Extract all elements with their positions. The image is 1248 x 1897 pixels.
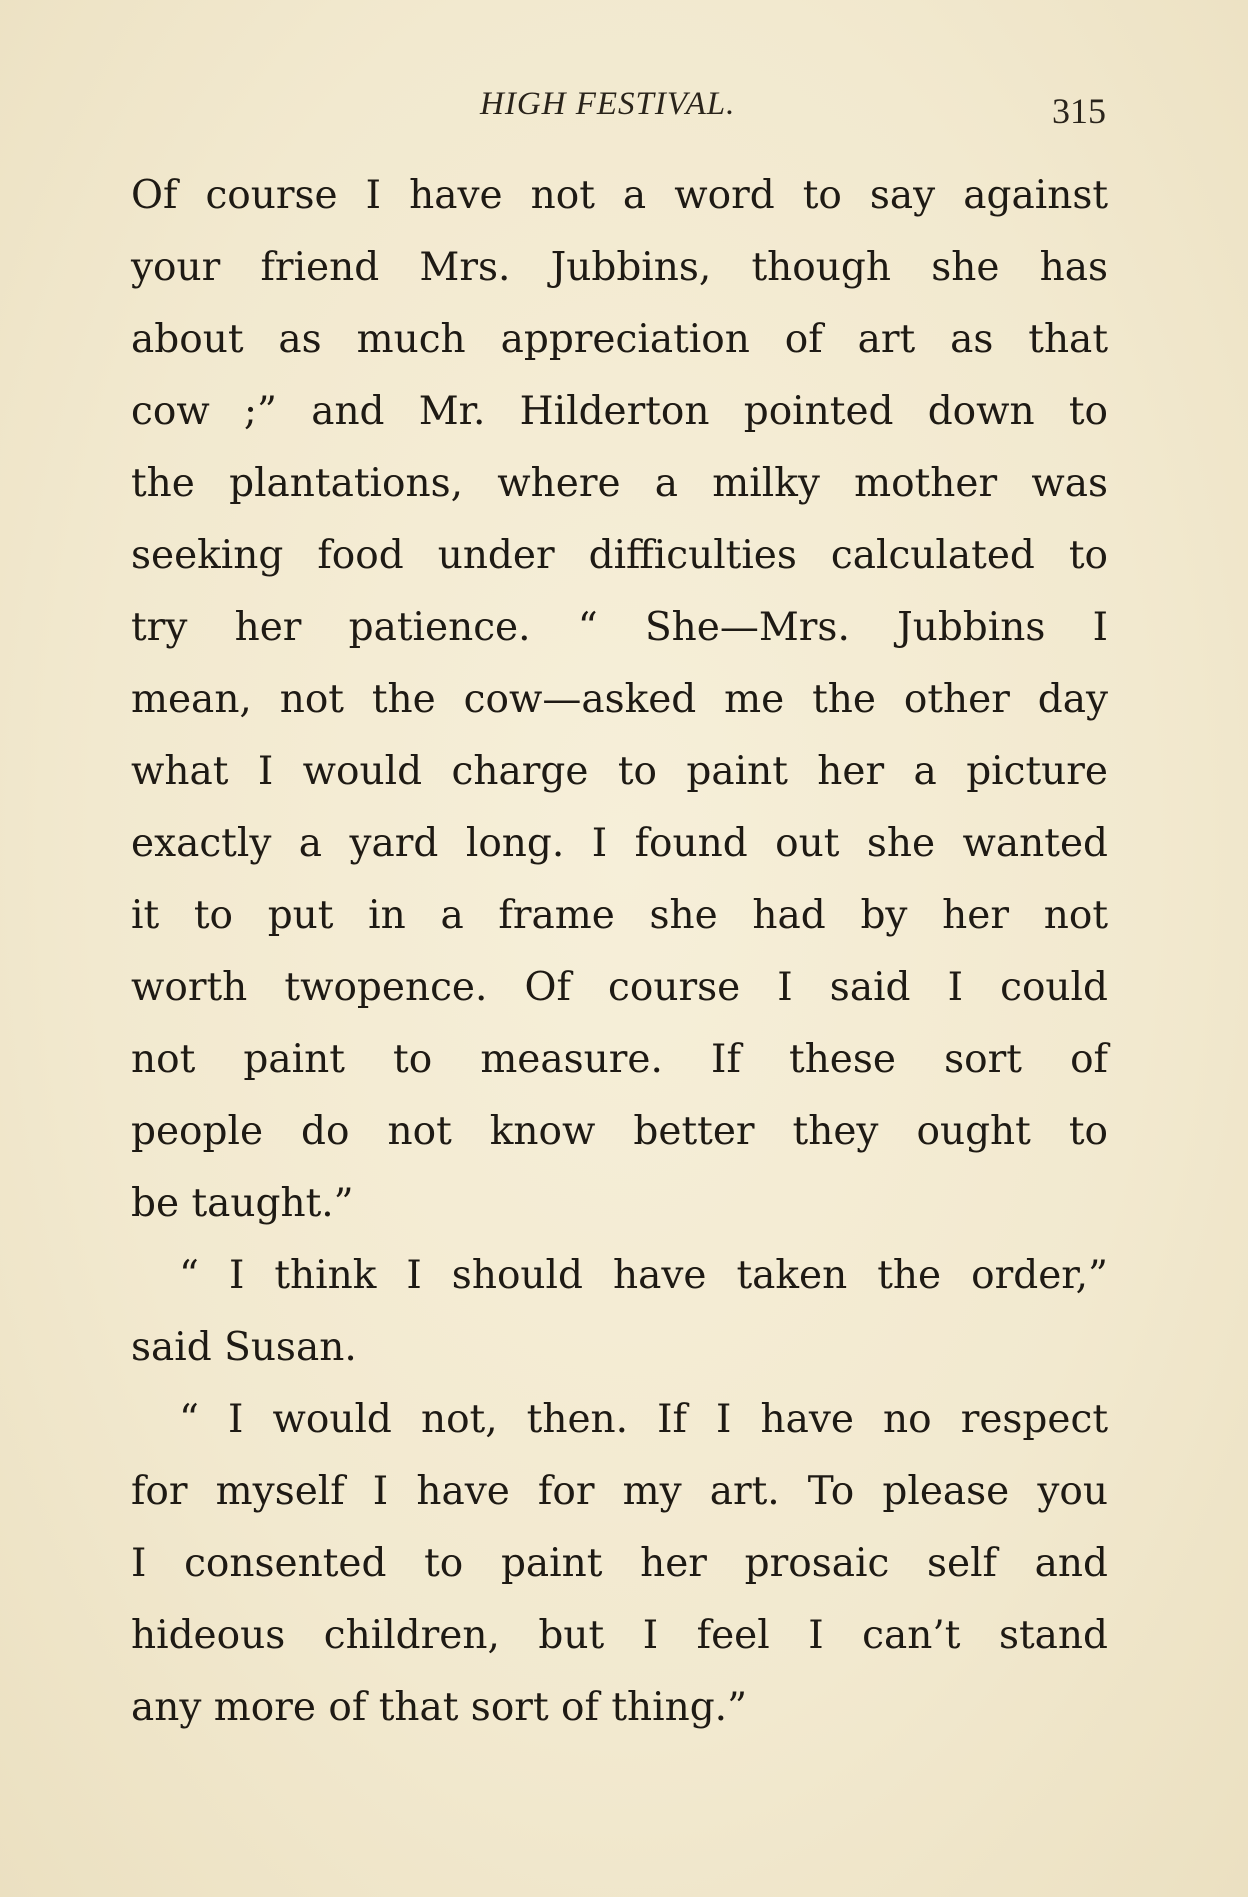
text-line: not paint to measure. If these sort of <box>131 1037 1108 1082</box>
running-header <box>0 82 1248 132</box>
text-line: be taught.” <box>131 1181 354 1226</box>
text-line: about as much appreciation of art as that <box>131 317 1108 362</box>
text-line: any more of that sort of thing.” <box>131 1685 748 1730</box>
text-line: I consented to paint her prosaic self and <box>131 1541 1108 1586</box>
text-line: “ I think I should have taken the order,” <box>179 1253 1108 1298</box>
text-line: seeking food under difficulties calculated to <box>131 533 1108 578</box>
text-line: cow ;” and Mr. Hilderton pointed down to <box>131 389 1108 434</box>
text-line: “ I would not, then. If I have no respect <box>179 1397 1108 1442</box>
text-line: it to put in a frame she had by her not <box>131 893 1108 938</box>
text-line: worth twopence. Of course I said I could <box>131 965 1108 1010</box>
page-number: 315 <box>1052 91 1106 131</box>
text-line: your friend Mrs. Jubbins, though she has <box>131 245 1108 290</box>
running-title: HIGH FESTIVAL. <box>480 86 736 122</box>
text-line: for myself I have for my art. To please you <box>131 1469 1108 1514</box>
text-line: mean, not the cow—asked me the other day <box>131 677 1108 722</box>
text-line: what I would charge to paint her a picture <box>131 749 1108 794</box>
text-line: hideous children, but I feel I can’t stand <box>131 1613 1108 1658</box>
body-text <box>131 160 1108 1744</box>
text-line: people do not know better they ought to <box>131 1109 1108 1154</box>
text-line: try her patience. “ She—Mrs. Jubbins I <box>131 605 1108 650</box>
text-line: Of course I have not a word to say against <box>131 173 1108 218</box>
text-line: the plantations, where a milky mother was <box>131 461 1108 506</box>
text-line: said Susan. <box>131 1325 357 1370</box>
text-line: exactly a yard long. I found out she wanted <box>131 821 1108 866</box>
